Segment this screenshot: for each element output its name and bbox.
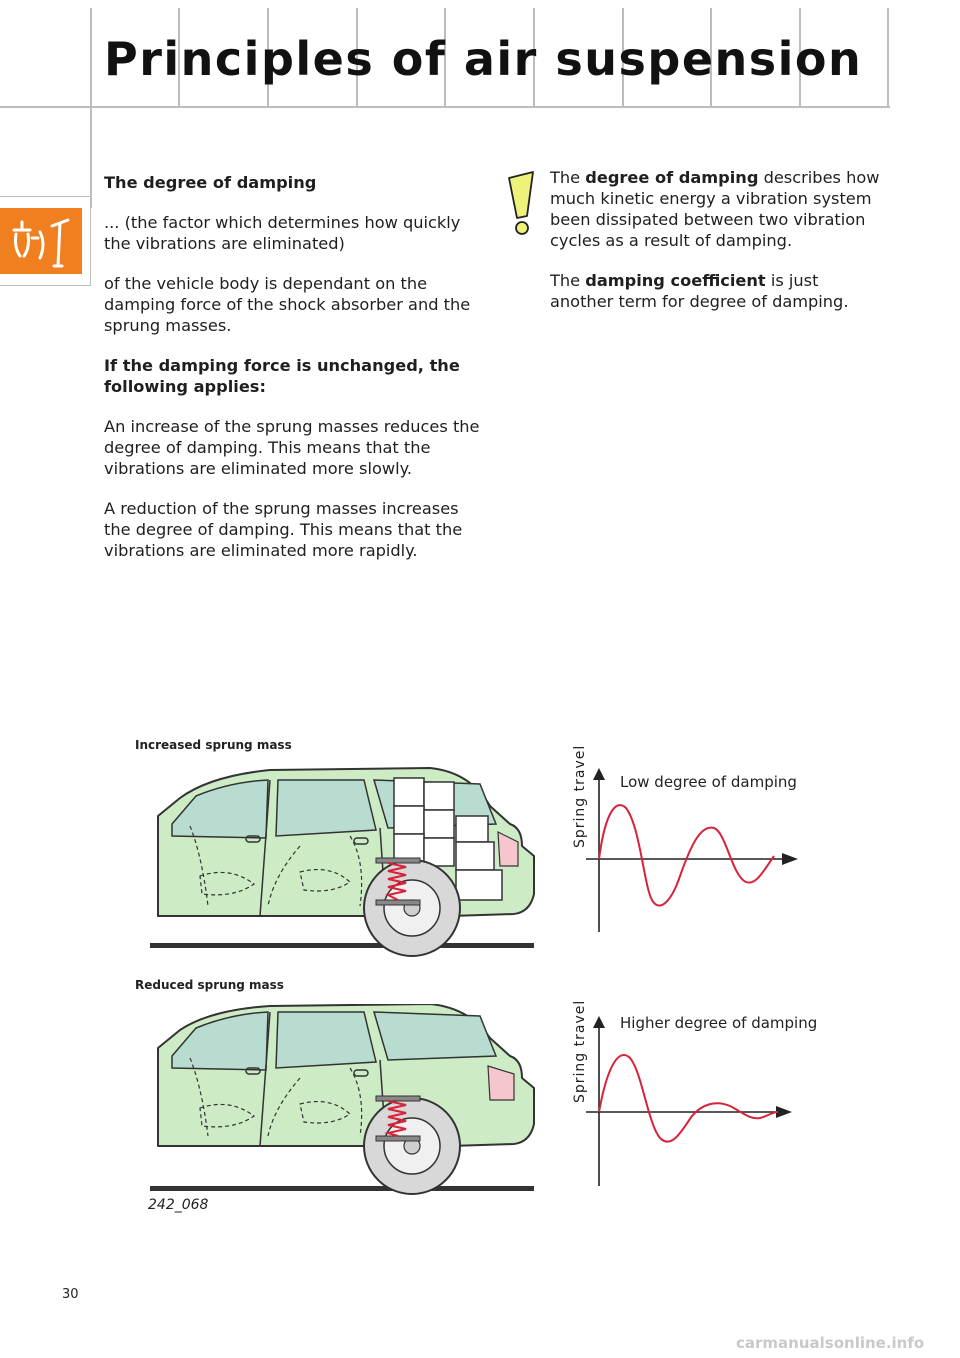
header-rule [0,106,890,108]
note-text: describes how much kinetic energy a vibration system been dissipated between two vibration cycles as a result of damping. [550,168,880,250]
rule-heading: If the damping force is unchanged, the following applies: [104,356,460,396]
intro-paragraph: ... (the factor which determines how quickly the vibrations are eliminated) [104,213,461,253]
suspension-tool-icon [0,208,82,274]
tab-rule [0,196,90,197]
note-text: The [550,271,586,290]
section-heading: The degree of damping [104,173,317,192]
note-term: degree of damping [585,168,759,187]
figure-label-increased: Increased sprung mass [135,738,292,752]
note-paragraph [550,270,880,312]
page-number: 30 [62,1287,79,1302]
body-paragraph: A reduction of the sprung masses increases the degree of damping. This means that the vibrations are eliminated more rapidly. [104,499,463,560]
note-text: The [550,168,586,187]
section-tab [0,208,82,274]
tab-edge [90,196,91,286]
body-paragraph: An increase of the sprung masses reduces the degree of damping. This means that the vibrations are eliminated more slowly. [104,417,480,478]
note-text: is just another term for degree of damping. [550,271,849,311]
grid-line [887,8,889,106]
page-title: Principles of air suspension [104,32,863,86]
grid-line [90,8,92,208]
exclamation-note-icon [503,170,539,236]
oscillation-plot-high [584,1014,804,1190]
plot-title-high: Higher degree of damping [620,1014,818,1032]
car-illustration-loaded [150,766,540,958]
oscillation-plot-low [584,766,804,936]
figure-code: 242_068 [148,1197,209,1213]
y-axis-label: Spring travel [572,744,588,848]
car-illustration-empty [150,1004,540,1196]
body-paragraph: of the vehicle body is dependant on the damping force of the shock absorber and the sprung masses. [104,274,471,335]
left-column [104,172,486,580]
figure-label-reduced: Reduced sprung mass [135,978,284,992]
note-term: damping coefficient [585,271,766,290]
tab-rule [0,285,90,286]
right-column [550,167,880,331]
y-axis-label: Spring travel [572,999,588,1103]
plot-title-low: Low degree of damping [620,773,797,791]
note-paragraph [550,167,880,251]
watermark: carmanualsonline.info [736,1334,925,1352]
